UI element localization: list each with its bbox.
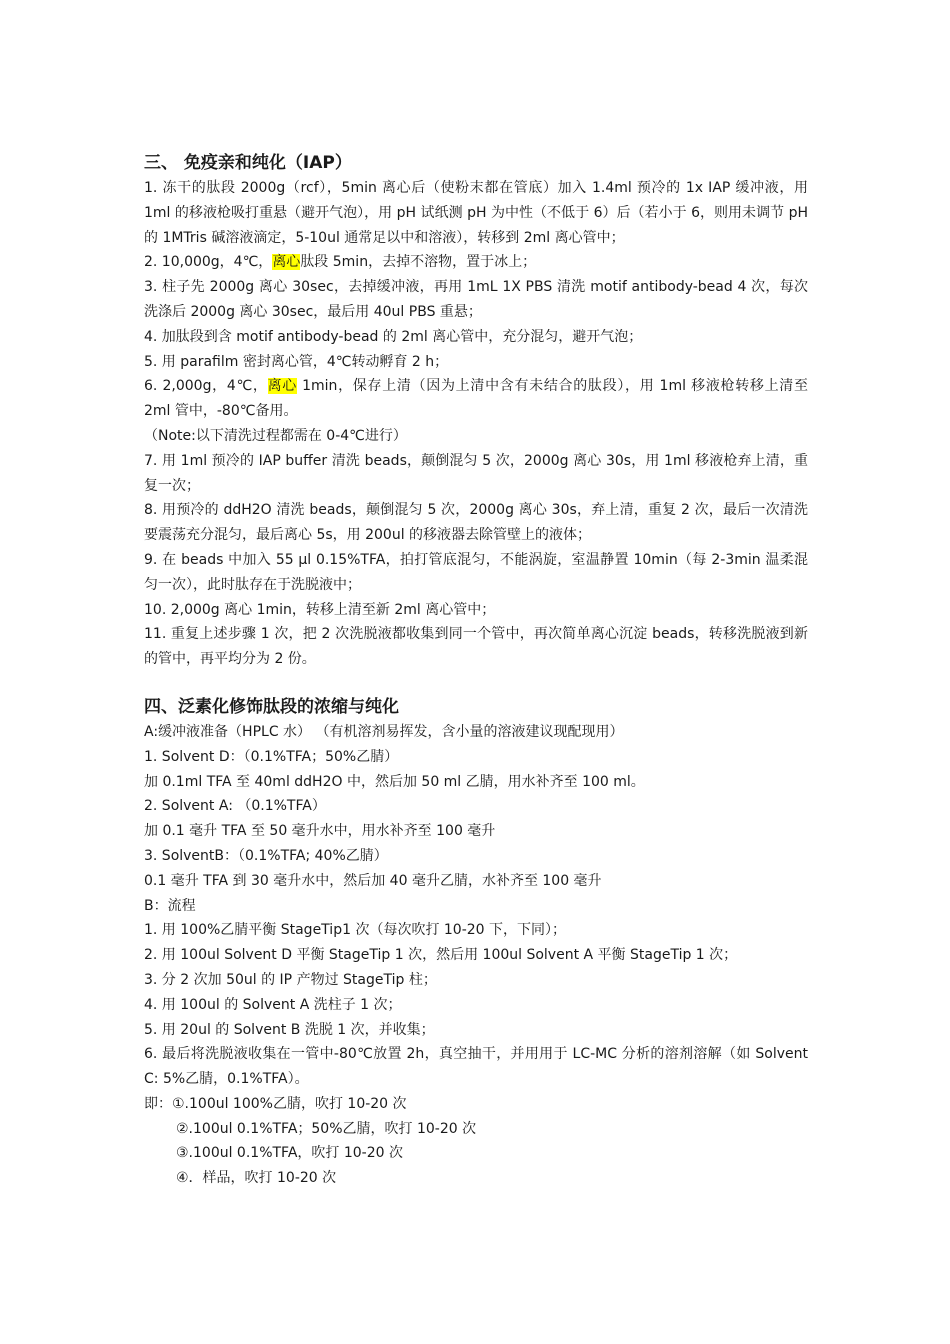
step-4-3: 3. 分 2 次加 50ul 的 IP 产物过 StageTip 柱； [144, 971, 437, 988]
step-3-8: 8. 用预冷的 ddH2O 清洗 beads，颠倒混匀 5 次，2000g 离心 30s，弃上清，重复 2 次，最后一次清洗要震荡充分混匀，最后离心 5s，用 200ul 的移液器去除管壁上的液体； [144, 502, 808, 544]
step-3-11: 11. 重复上述步骤 1 次，把 2 次洗脱液都收集到同一个管中，再次简单离心沉淀 beads，转移洗脱液到新的管中，再平均分为 2 份。 [144, 626, 808, 668]
step-3-6-text: 6. 2,000g，4℃， [144, 378, 268, 395]
step-3-6 [144, 374, 808, 424]
summary-3: ③.100ul 0.1%TFA，吹打 10-20 次 [176, 1145, 403, 1162]
solvent-a-recipe: 加 0.1 毫升 TFA 至 50 毫升水中，用水补齐至 100 毫升 [144, 823, 496, 840]
step-3-2-text-rest: 肽段 5min，去掉不溶物，置于冰上； [300, 254, 537, 271]
solvent-d-recipe: 加 0.1ml TFA 至 40ml ddH2O 中，然后加 50 ml 乙腈，用水补齐至 100 ml。 [144, 773, 645, 790]
solvent-a: 2. Solvent A: （0.1%TFA） [144, 798, 326, 815]
summary-4: ④．样品，吹打 10-20 次 [176, 1170, 337, 1187]
solvent-b-recipe: 0.1 毫升 TFA 到 30 毫升水中，然后加 40 毫升乙腈，水补齐至 100 毫升 [144, 872, 602, 889]
step-3-10: 10. 2,000g 离心 1min，转移上清至新 2ml 离心管中； [144, 601, 496, 618]
step-3-2 [144, 250, 808, 275]
section-gap [144, 672, 808, 694]
highlight-centrifuge-2: 离心 [267, 378, 297, 395]
step-4-1: 1. 用 100%乙腈平衡 StageTip1 次（每次吹打 10-20 下，下同）； [144, 922, 567, 939]
step-3-5: 5. 用 parafilm 密封离心管，4℃转动孵育 2 h； [144, 353, 449, 370]
document-body [144, 150, 808, 1191]
note: （Note:以下清洗过程都需在 0-4℃进行） [144, 427, 407, 444]
step-3-6-text-rest: 1min，保存上清（因为上清中含有未结合的肽段），用 1ml 移液枪转移上清至 2ml 管中，-80℃备用。 [144, 378, 808, 420]
step-4-5: 5. 用 20ul 的 Solvent B 洗脱 1 次，并收集； [144, 1021, 435, 1038]
step-3-7: 7. 用 1ml 预冷的 IAP buffer 清洗 beads，颠倒混匀 5 次，2000g 离心 30s，用 1ml 移液枪弃上清，重复一次； [144, 452, 808, 494]
step-4-4: 4. 用 100ul 的 Solvent A 洗柱子 1 次； [144, 996, 402, 1013]
step-3-3: 3. 柱子先 2000g 离心 30sec，去掉缓冲液，再用 1mL 1X PBS 清洗 motif antibody-bead 4 次，每次洗涤后 2000g 离心 30sec，最后用 40ul PBS 重悬； [144, 279, 808, 320]
section-4-title: 四、泛素化修饰肽段的浓缩与纯化 [144, 696, 399, 717]
step-3-2-text: 2. 10,000g，4℃， [144, 254, 273, 271]
step-3-9: 9. 在 beads 中加入 55 µl 0.15%TFA，拍打管底混匀，不能涡旋，室温静置 10min（每 2-3min 温柔混匀一次），此时肽存在于洗脱液中； [144, 551, 808, 593]
step-3-4: 4. 加肽段到含 motif antibody-bead 的 2ml 离心管中，充分混匀，避开气泡； [144, 328, 643, 345]
solvent-b: 3. SolventB：（0.1%TFA; 40%乙腈） [144, 847, 388, 864]
step-3-1: 1. 冻干的肽段 2000g（rcf），5min 离心后（使粉末都在管底）加入 1.4ml 预冷的 1x IAP 缓冲液，用 1ml 的移液枪吸打重悬（避开气泡），用 pH 试纸测 pH 为中性（不低于 6）后（若小于 6，则用未调节 pH 的 1MTris 碱溶液滴定，5-10ul 通常足以中和溶液），转移到 2ml 离心管中； [144, 180, 808, 246]
solvent-d: 1. Solvent D：（0.1%TFA；50%乙腈） [144, 748, 399, 765]
summary-1: 即：①.100ul 100%乙腈，吹打 10-20 次 [144, 1095, 407, 1112]
buffer-prep-heading: A:缓冲液准备（HPLC 水） （有机溶剂易挥发，含小量的溶液建议现配现用） [144, 723, 624, 740]
step-4-6: 6. 最后将洗脱液收集在一管中-80℃放置 2h，真空抽干，并用用于 LC-MC 分析的溶剂溶解（如 Solvent C: 5%乙腈，0.1%TFA）。 [144, 1046, 808, 1088]
highlight-centrifuge: 离心 [272, 254, 301, 271]
procedure-heading: B：流程 [144, 897, 196, 914]
step-4-2: 2. 用 100ul Solvent D 平衡 StageTip 1 次，然后用 100ul Solvent A 平衡 StageTip 1 次； [144, 947, 738, 964]
summary-2: ②.100ul 0.1%TFA；50%乙腈，吹打 10-20 次 [176, 1120, 477, 1137]
section-3-title: 三、 免疫亲和纯化（IAP） [144, 153, 352, 173]
